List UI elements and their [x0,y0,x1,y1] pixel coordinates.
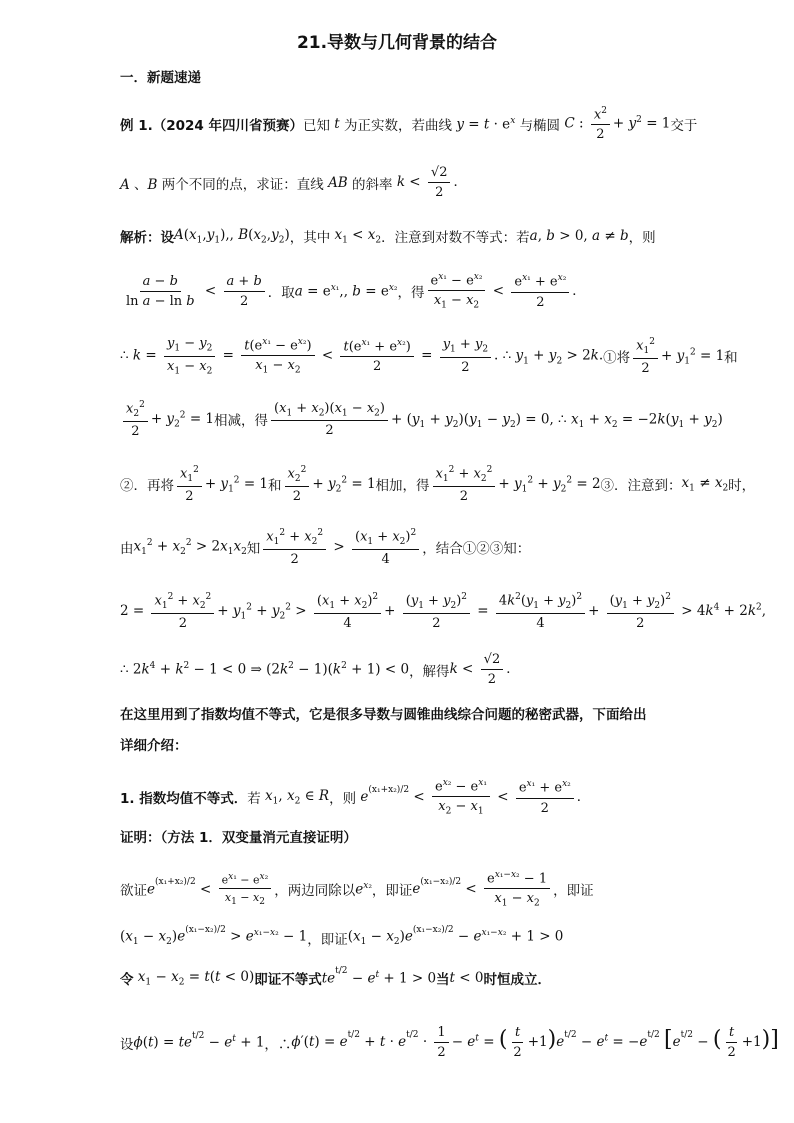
text-run: ，即证 [553,883,594,900]
math: $\phi(t) = te^{t/2} - e^t + 1$ [133,1030,265,1051]
text-run: 与椭圆 [519,118,561,135]
math: C : $\frac{x^2}{2}$ + $y^2 = 1$ [564,106,671,143]
solution-line-6 [120,528,676,567]
math: $\frac{x_2^2}{2}$ + $y_2^2 = 1$ [282,465,376,504]
text-run: 时恒成立． [483,972,551,988]
math: AB [328,174,348,191]
page-title: 21.导数与几何背景的结合 [296,33,498,53]
text-run: ，则 [329,791,357,808]
math: $\frac{x_1^2 + x_2^2}{2}$ > $\frac{(x_1 + x_2)^2}{4}$ [260,528,422,567]
proof-line-3 [120,968,676,988]
text-run: ，即证 [371,883,413,900]
text-run: 欲证 [120,883,147,900]
text-run: 由 [120,541,134,558]
text-run: 相加，得 [375,478,430,495]
math: ∴ k = $\frac{y_1 - y_2}{x_1 - x_2}$ = $\frac{t(e^{x_1} - e^{x_2})}{x_1 - x_2}$ < $\frac{t(e^{x_1} + e^{x_2})}{2}$ = $\frac{y_1 + y_2}{2}$ . ∴ $y_1 + y_2 > 2k$. [120,336,604,377]
math: $(x_1 - x_2)e^{(x_1-x_2)/2} > e^{x_1-x_2} - 1$ [120,924,308,948]
text-run: 已知 [303,118,331,135]
math: $\frac{(x_1 + x_2)(x_1 - x_2)}{2}$ + $(y_1 + y_2)(y_1 - y_2) = 0$, ∴ $x_1 + x_2 = -2k(y_1 + y_2)$ [268,401,723,439]
example-1-statement: 例 1. （2024 年四川省预赛） 已知 t 为正实数，若曲线 $y = t \cdot e^x$ 与椭圆 C : $\frac{x^2}{2}$ + $y^2 = 1$ 交于 [120,106,698,143]
math: $\phi'(t) = e^{t/2} + t \cdot e^{t/2}$ · $\frac{1}{2}$ − $e^t$ = ( $\frac{t}{2}$ $+1)e^{t/2} - e^t = -e^{t/2}$ [$e^{t/2}$ − ( $\frac{t}{2}$ +1)] [291,1025,779,1060]
text-run: ，∴ [264,1036,292,1053]
proof-line-4 [120,1025,779,1060]
math: $e^{x_2}$ [355,881,372,898]
text-run: ，得 [397,285,425,302]
math: $\frac{x_1^2}{2}$ + $y_1^2 = 1$ [174,465,268,504]
solution-line-2 [120,272,676,311]
math: t < 0 [449,970,484,986]
math: $\frac{x_2^2}{2}$ + $y_2^2 = 1$ [120,400,214,439]
math: $te^{t/2} - e^t + 1 > 0$ [321,966,437,987]
math: $\frac{a - b}{\text{ln a − ln b}}$ < $\frac{a + b}{2}$ [120,274,268,309]
text-run: 两个不同的点，求证：直线 [161,176,324,193]
remark-line-1 [120,703,676,723]
proof-heading [120,826,676,846]
text-run: ．注意到对数不等式：若 [381,230,530,246]
text-run: ．取 [267,285,295,302]
math: $A(x_1,y_1)$,, $B(x_2,y_2)$ [174,226,290,246]
math: $e^{(x_1+x_2)/2}$ < $\frac{e^{x_1} - e^{x_2}}{x_1 - x_2}$ [147,872,274,908]
text-run: 知 [246,541,261,558]
example-source: （2024 年四川省预赛） [152,118,304,135]
text-run: 交于 [670,118,698,135]
text-run: ，其中 [289,230,331,246]
section-title: 一．新题速递 [120,70,201,86]
text-run: 为正实数，若曲线 [344,118,453,135]
math: a, b > 0, a ≠ b [529,228,629,244]
text-run: 的斜率 [352,176,393,193]
text-run: ，解得 [409,663,450,680]
text-run: 和 [724,350,738,367]
text-run: ③．注意到： [600,478,682,495]
remark-text: 详细介绍： [120,738,188,754]
solution-line-7 [120,592,767,631]
text-run: 相减，得 [214,413,269,430]
text-run: 即证不等式 [254,972,322,988]
text-run: 若 [247,791,261,808]
theorem-label: 1. 指数均值不等式． [120,791,248,808]
math: $x_1 < x_2$ [334,226,382,246]
text-run: 和 [268,478,282,495]
solution-line-3 [120,336,738,377]
solution-line-4 [120,400,723,439]
example-label: 例 1. [120,118,153,135]
text-run: ，即证 [307,932,348,948]
text-run: ，两边同除以 [274,883,356,900]
math: $x_1 - x_2 = t(t < 0)$ [137,968,255,988]
math: A 、B [120,176,158,193]
math: $e^{(x_1+x_2)/2}$ < $\frac{e^{x_2} - e^{x_1}}{x_2 - x_1}$ < $\frac{e^{x_1} + e^{x_2}}{2}$ ． [360,778,591,817]
math: $y = t \cdot e^x$ [456,115,516,133]
math: $\frac{x_1^2}{2}$ + $y_1^2 = 1$ [630,337,724,376]
text-run: ，则 [628,230,656,246]
math: $(x_1 - x_2)e^{(x_1-x_2)/2} - e^{x_1-x_2} + 1 > 0$ [347,924,564,948]
proof-line-2 [120,924,676,948]
math: $\frac{x_1^2 + x_2^2}{2}$ + $y_1^2 + y_2^2 = 2$ [430,465,601,504]
math: 2 = $\frac{x_1^2 + x_2^2}{2}$ + $y_1^2 + y_2^2$ > $\frac{(x_1 + x_2)^2}{4}$ + $\frac{(y_1 + y_2)^2}{2}$ = $\frac{4k^2(y_1 + y_2)^2}{4}$ + $\frac{(y_1 + y_2)^2}{2}$ > $4k^4 + 2k^2$, [120,592,767,631]
math: ∴ $2k^4 + k^2 - 1 < 0$ ⇒ $(2k^2 - 1)(k^2 + 1) < 0$ [120,661,410,678]
math: k < $\frac{√2}{2}$ ． [396,165,467,200]
text-run: 设 [120,1036,134,1053]
remark-line-2 [120,734,676,754]
proof-line-1 [120,870,676,909]
text-run: 时， [728,478,756,495]
example-1-statement-2 [120,165,676,200]
math: $e^{(x_1-x_2)/2}$ < $\frac{e^{x_1-x_2} - 1}{x_1 - x_2}$ [412,870,553,909]
math: $x_1$, $x_2$ ∈ R [265,788,330,807]
math: $\frac{e^{x_1} - e^{x_2}}{x_1 - x_2}$ < $\frac{e^{x_1} + e^{x_2}}{2}$ ． [425,272,586,311]
solution-line-1 [120,226,676,246]
theorem-statement [120,778,676,817]
text-run: ①将 [603,350,631,367]
math: $x_1 \ne x_2$ [681,475,729,494]
math: $x_1^2 + x_2^2 > 2x_1x_2$ [133,537,247,558]
text-run: ②．再将 [120,478,174,495]
solution-label: 解析：设 [120,230,174,246]
text-run: ，结合①②③知： [422,541,531,558]
text-run: 令 [120,972,134,988]
solution-line-5 [120,465,756,504]
remark-text: 在这里用到了指数均值不等式，它是很多导数与圆锥曲线综合问题的秘密武器，下面给出 [120,707,647,723]
math: k < $\frac{√2}{2}$ ． [449,652,520,687]
math: $a = e^{x_1}$,, $b = e^{x_2}$ [294,283,398,300]
solution-line-8 [120,652,676,687]
proof-title: 证明：（方法 1．双变量消元直接证明） [120,830,357,846]
section-heading [120,66,676,86]
text-run: 当 [436,972,450,988]
